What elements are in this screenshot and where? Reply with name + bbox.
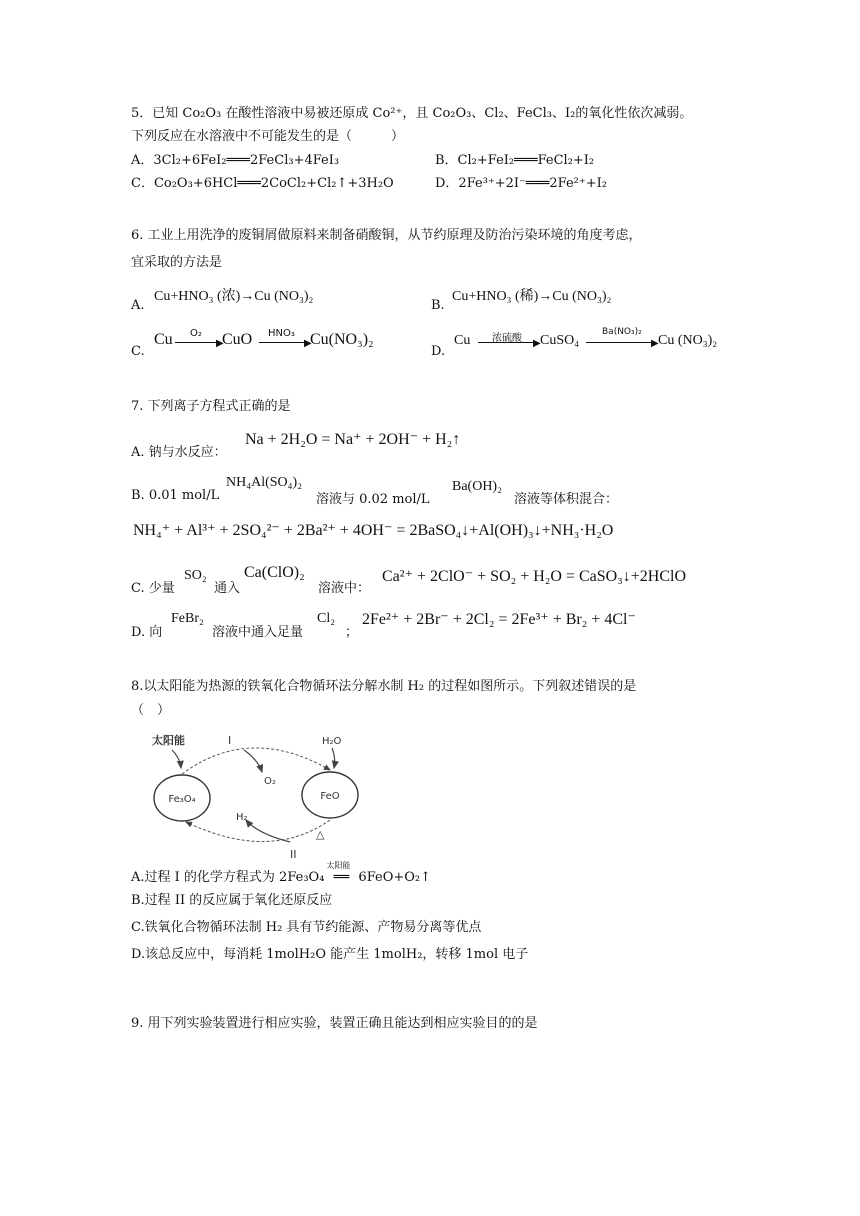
q7-c-equation: Ca²⁺ + 2ClO⁻ + SO₂ + H₂O = CaSO₃↓+2HClO	[382, 568, 686, 585]
q7-c-mid: 通入	[214, 581, 241, 596]
q8-option-d: D.该总反应中，每消耗 1molH₂O 能产生 1molH₂，转移 1mol 电子	[131, 947, 529, 962]
q7-b-end: 溶液等体积混合：	[514, 492, 619, 507]
q7-d-gas: Cl₂	[317, 611, 336, 626]
diagram-h2: H₂	[236, 812, 248, 823]
q7-c-salt: Ca(ClO)₂	[244, 564, 305, 581]
q6-c-arrow1	[175, 342, 221, 343]
q6-option-a-formula: Cu+HNO₃ (浓)→Cu (NO₃)₂	[154, 289, 314, 304]
diagram-heat: △	[316, 828, 325, 841]
q8-option-a-pre: A.过程 I 的化学方程式为 2Fe₃O₄	[131, 870, 325, 885]
q6-d-reagent-acid: 浓硫酸	[492, 333, 522, 344]
q7-b-label: B. 0.01 mol/L	[131, 488, 220, 503]
q7-d-equation: 2Fe²⁺ + 2Br⁻ + 2Cl₂ = 2Fe³⁺ + Br₂ + 4Cl⁻	[362, 611, 636, 628]
diagram-o2: O₂	[264, 776, 276, 787]
q7-c-end: 溶液中：	[318, 581, 371, 596]
q6-d-end: Cu (NO₃)₂	[658, 333, 718, 348]
q7-d-label: D. 向	[131, 625, 163, 640]
q6-option-b-formula: Cu+HNO₃ (稀)→Cu (NO₃)₂	[452, 289, 612, 304]
q6-d-reagent-ba: Ba(NO₃)₂	[602, 327, 642, 337]
q6-stem-line2: 宜采取的方法是	[131, 255, 223, 270]
q6-c-arrowhead1: ▶	[216, 338, 224, 349]
q6-c-reagent-o2: O₂	[190, 328, 202, 339]
q8-option-a-post: 6FeO+O₂↑	[358, 870, 432, 885]
q6-c-mid: CuO	[222, 331, 253, 348]
q7-b-mid: 溶液与 0.02 mol/L	[316, 492, 430, 507]
diagram-step-i: I	[228, 734, 232, 747]
q5-stem-line1: 5．已知 Co₂O₃ 在酸性溶液中易被还原成 Co²⁺，且 Co₂O₃、Cl₂、FeCl₃、I₂的氧化性依次减弱。	[131, 106, 693, 121]
q7-stem: 7. 下列离子方程式正确的是	[131, 399, 291, 414]
q7-b-salt: NH₄Al(SO₄)₂	[226, 475, 303, 490]
q8-option-a-condition: 太阳能	[326, 861, 351, 870]
sun-arrow	[172, 750, 181, 768]
q8-option-a: A.过程 I 的化学方程式为 2Fe₃O₄ 太阳能 ══ 6FeO+O₂↑	[131, 861, 432, 885]
h2-arrow	[246, 820, 290, 842]
diagram-step-ii: II	[290, 848, 297, 860]
diagram-feo: FeO	[320, 791, 340, 802]
q6-option-b-label: B.	[431, 298, 445, 313]
q6-c-end: Cu(NO₃)₂	[310, 331, 374, 348]
q7-c-label: C. 少量	[131, 581, 175, 596]
q6-d-arrow1	[478, 342, 538, 343]
q5-option-a: A．3Cl₂+6FeI₂═══2FeCl₃+4FeI₃	[131, 153, 340, 168]
q6-c-arrow2	[259, 342, 309, 343]
q7-a-equation: Na + 2H₂O = Na⁺ + 2OH⁻ + H₂↑	[245, 431, 461, 448]
q6-d-arrowhead2: ▶	[651, 338, 659, 349]
q6-d-arrowhead1: ▶	[533, 338, 541, 349]
diagram-fe3o4: Fe₃O₄	[168, 794, 196, 805]
h2o-arrow	[332, 748, 335, 768]
q7-d-mid: 溶液中通入足量	[212, 625, 304, 640]
q6-option-c-label: C.	[131, 344, 145, 359]
q5-option-b: B．Cl₂+FeI₂═══FeCl₂+I₂	[435, 153, 595, 168]
q8-stem-line1: 8.以太阳能为热源的铁氧化合物循环法分解水制 H₂ 的过程如图所示。下列叙述错误的是	[131, 679, 637, 694]
q6-d-mid: CuSO₄	[540, 333, 580, 348]
q7-c-gas: SO₂	[184, 568, 207, 583]
q6-c-reagent-hno3: HNO₃	[268, 328, 295, 339]
q6-d-start: Cu	[454, 333, 471, 348]
q6-d-arrow2	[586, 342, 656, 343]
q6-option-a-label: A.	[131, 298, 145, 313]
q5-option-d: D．2Fe³⁺+2I⁻═══2Fe²⁺+I₂	[435, 176, 607, 191]
q7-b-equation: NH₄⁺ + Al³⁺ + 2SO₄²⁻ + 2Ba²⁺ + 4OH⁻ = 2BaSO₄↓+Al(OH)₃↓+NH₃·H₂O	[133, 522, 614, 539]
q5-stem-line2: 下列反应在水溶液中不可能发生的是（ ）	[131, 129, 405, 144]
q8-option-b: B.过程 II 的反应属于氧化还原反应	[131, 893, 333, 908]
q5-option-c: C．Co₂O₃+6HCl═══2CoCl₂+Cl₂↑+3H₂O	[131, 176, 394, 191]
q7-a-label: A. 钠与水反应：	[131, 445, 227, 460]
diagram-h2o: H₂O	[322, 736, 342, 747]
q6-option-d-label: D.	[431, 344, 446, 359]
q7-d-sep: ；	[345, 625, 359, 640]
q8-stem-line2: （ ）	[131, 703, 171, 718]
q8-option-c: C.铁氧化合物循环法制 H₂ 具有节约能源、产物易分离等优点	[131, 920, 482, 935]
diagram-sun-label: 太阳能	[152, 734, 185, 747]
q9-stem: 9. 用下列实验装置进行相应实验，装置正确且能达到相应实验目的的是	[131, 1016, 538, 1031]
q6-stem-line1: 6. 工业上用洗净的废铜屑做原料来制备硝酸铜，从节约原理及防治污染环境的角度考虑，	[131, 228, 642, 243]
iron-oxide-cycle-diagram	[140, 726, 380, 860]
q6-c-start: Cu	[154, 331, 173, 348]
q6-c-arrowhead2: ▶	[304, 338, 312, 349]
o2-arrow	[244, 750, 262, 772]
q7-b-base: Ba(OH)₂	[452, 479, 502, 494]
q7-d-salt: FeBr₂	[171, 611, 204, 626]
process-ii-arc	[186, 820, 330, 842]
